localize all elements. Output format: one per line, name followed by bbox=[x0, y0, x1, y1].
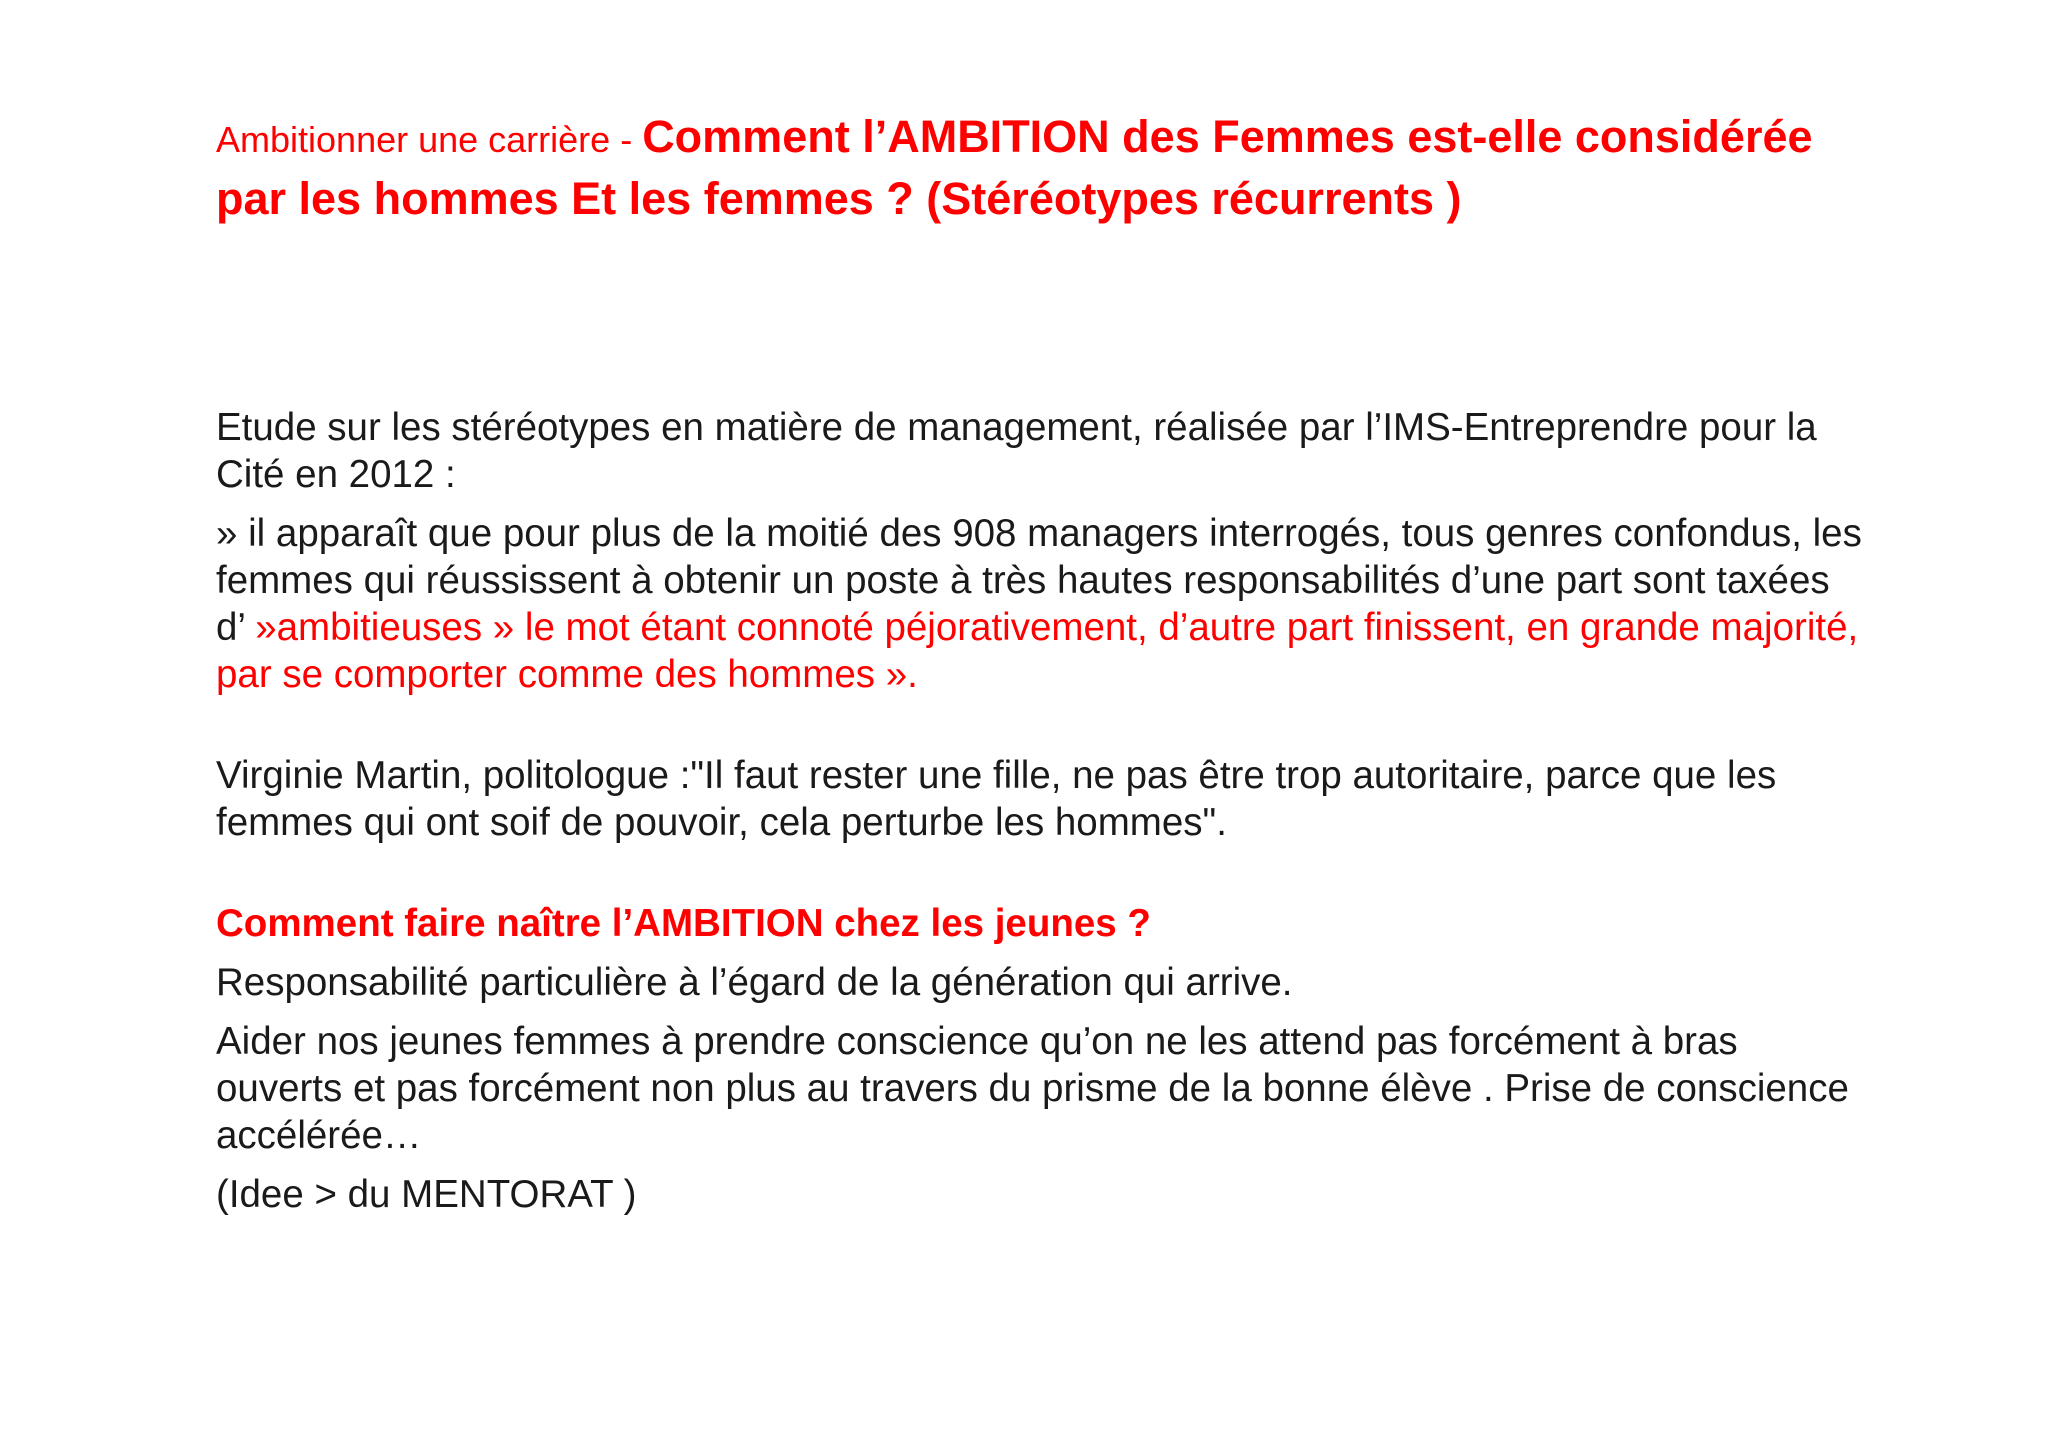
youth-line-mentorat: (Idee > du MENTORAT ) bbox=[216, 1173, 637, 1216]
title-main: Comment l’AMBITION des Femmes est-elle considérée par les hommes Et les femmes ? (Stéréotypes récurrents ) bbox=[216, 111, 1813, 224]
youth-heading: Comment faire naître l’AMBITION chez les jeunes ? bbox=[216, 902, 1151, 945]
youth-line-responsibility: Responsabilité particulière à l’égard de la génération qui arrive. bbox=[216, 961, 1293, 1004]
study-quote bbox=[216, 510, 1866, 698]
study-intro: Etude sur les stéréotypes en matière de management, réalisée par l’IMS-Entreprendre pour la Cité en 2012 : bbox=[216, 406, 1817, 496]
martin-quote: Virginie Martin, politologue :"Il faut rester une fille, ne pas être trop autoritaire, parce que les femmes qui ont soif de pouvoir, cela perturbe les hommes". bbox=[216, 754, 1777, 844]
study-quote-text: » il apparaît que pour plus de la moitié des 908 managers interrogés, tous genres confondus, les femmes qui réussissent à obtenir un poste à très hautes responsabilités d’une part sont taxées d’ bbox=[216, 512, 1862, 649]
youth-line-awareness: Aider nos jeunes femmes à prendre conscience qu’on ne les attend pas forcément à bras ouverts et pas forcément non plus au travers du prisme de la bonne élève . Prise de conscience accélérée… bbox=[216, 1020, 1849, 1157]
slide-title bbox=[216, 108, 1856, 232]
title-prefix: Ambitionner une carrière - bbox=[216, 119, 643, 160]
study-quote-highlight: »ambitieuses » le mot étant connoté péjorativement, d’autre part finissent, en grande majorité, par se comporter comme des hommes ». bbox=[216, 606, 1859, 696]
slide bbox=[216, 0, 1862, 1448]
slide-body bbox=[216, 404, 1866, 1218]
